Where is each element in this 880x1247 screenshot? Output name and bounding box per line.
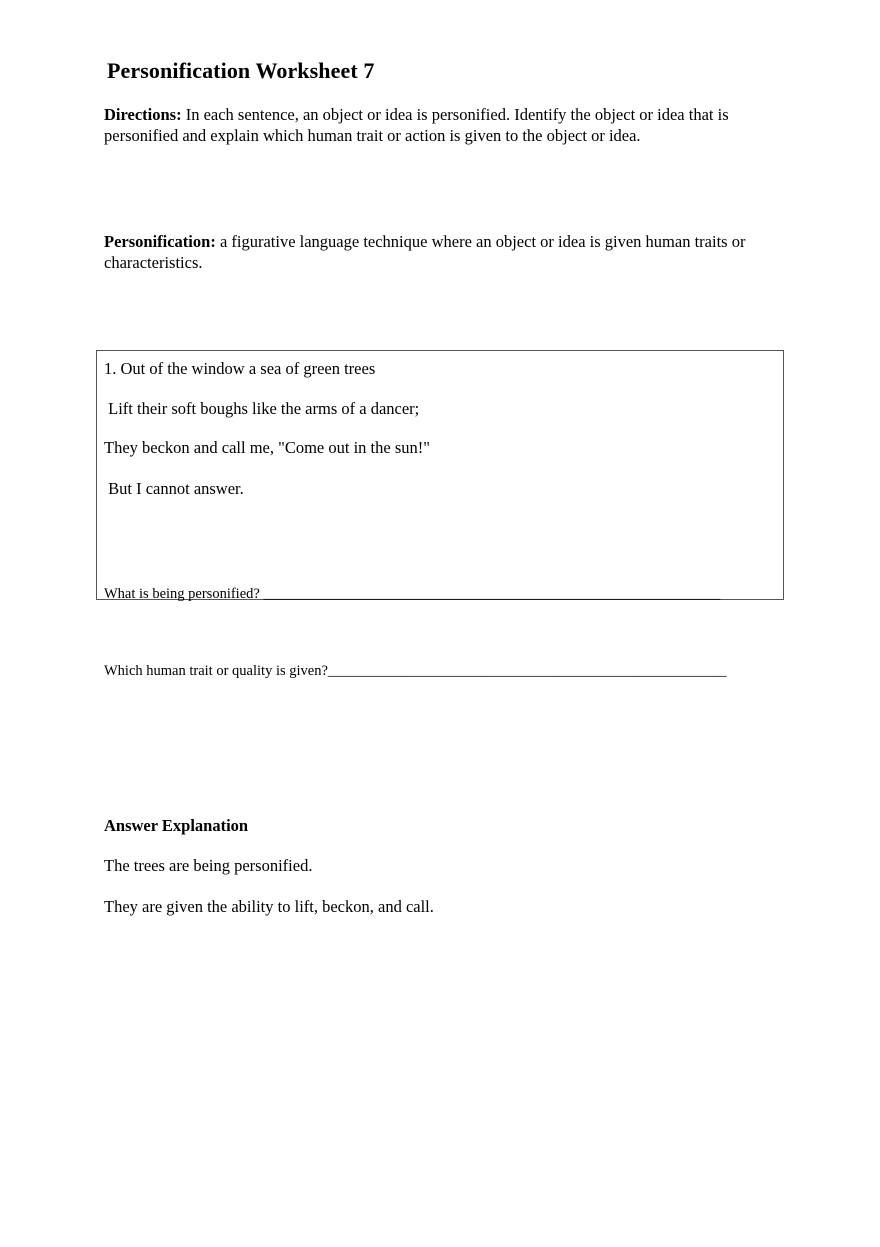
definition-text: a figurative language technique where an object or idea is given human traits or characteristics. — [104, 232, 746, 272]
question-box — [96, 350, 784, 600]
poem-line: Lift their soft boughs like the arms of a dancer; — [104, 399, 420, 418]
poem-line: They beckon and call me, "Come out in the sun!" — [104, 438, 430, 457]
personified-question: What is being personified? _______________________________________________________________ — [104, 586, 721, 602]
worksheet-title: Personification Worksheet 7 — [107, 58, 375, 83]
directions-label: Directions: — [104, 105, 182, 124]
directions-text: In each sentence, an object or idea is personified. Identify the object or idea that is personified and explain which human trait or action is given to the object or idea. — [104, 105, 729, 145]
answer-line: The trees are being personified. — [104, 856, 313, 875]
answer-line: They are given the ability to lift, beckon, and call. — [104, 897, 434, 916]
directions-paragraph — [104, 104, 794, 146]
poem-line: But I cannot answer. — [104, 479, 244, 498]
poem-line: 1. Out of the window a sea of green trees — [104, 359, 376, 378]
answer-heading: Answer Explanation — [104, 816, 249, 835]
definition-paragraph — [104, 231, 794, 273]
trait-question: Which human trait or quality is given?_______________________________________________________ — [104, 663, 727, 679]
definition-label: Personification: — [104, 232, 216, 251]
